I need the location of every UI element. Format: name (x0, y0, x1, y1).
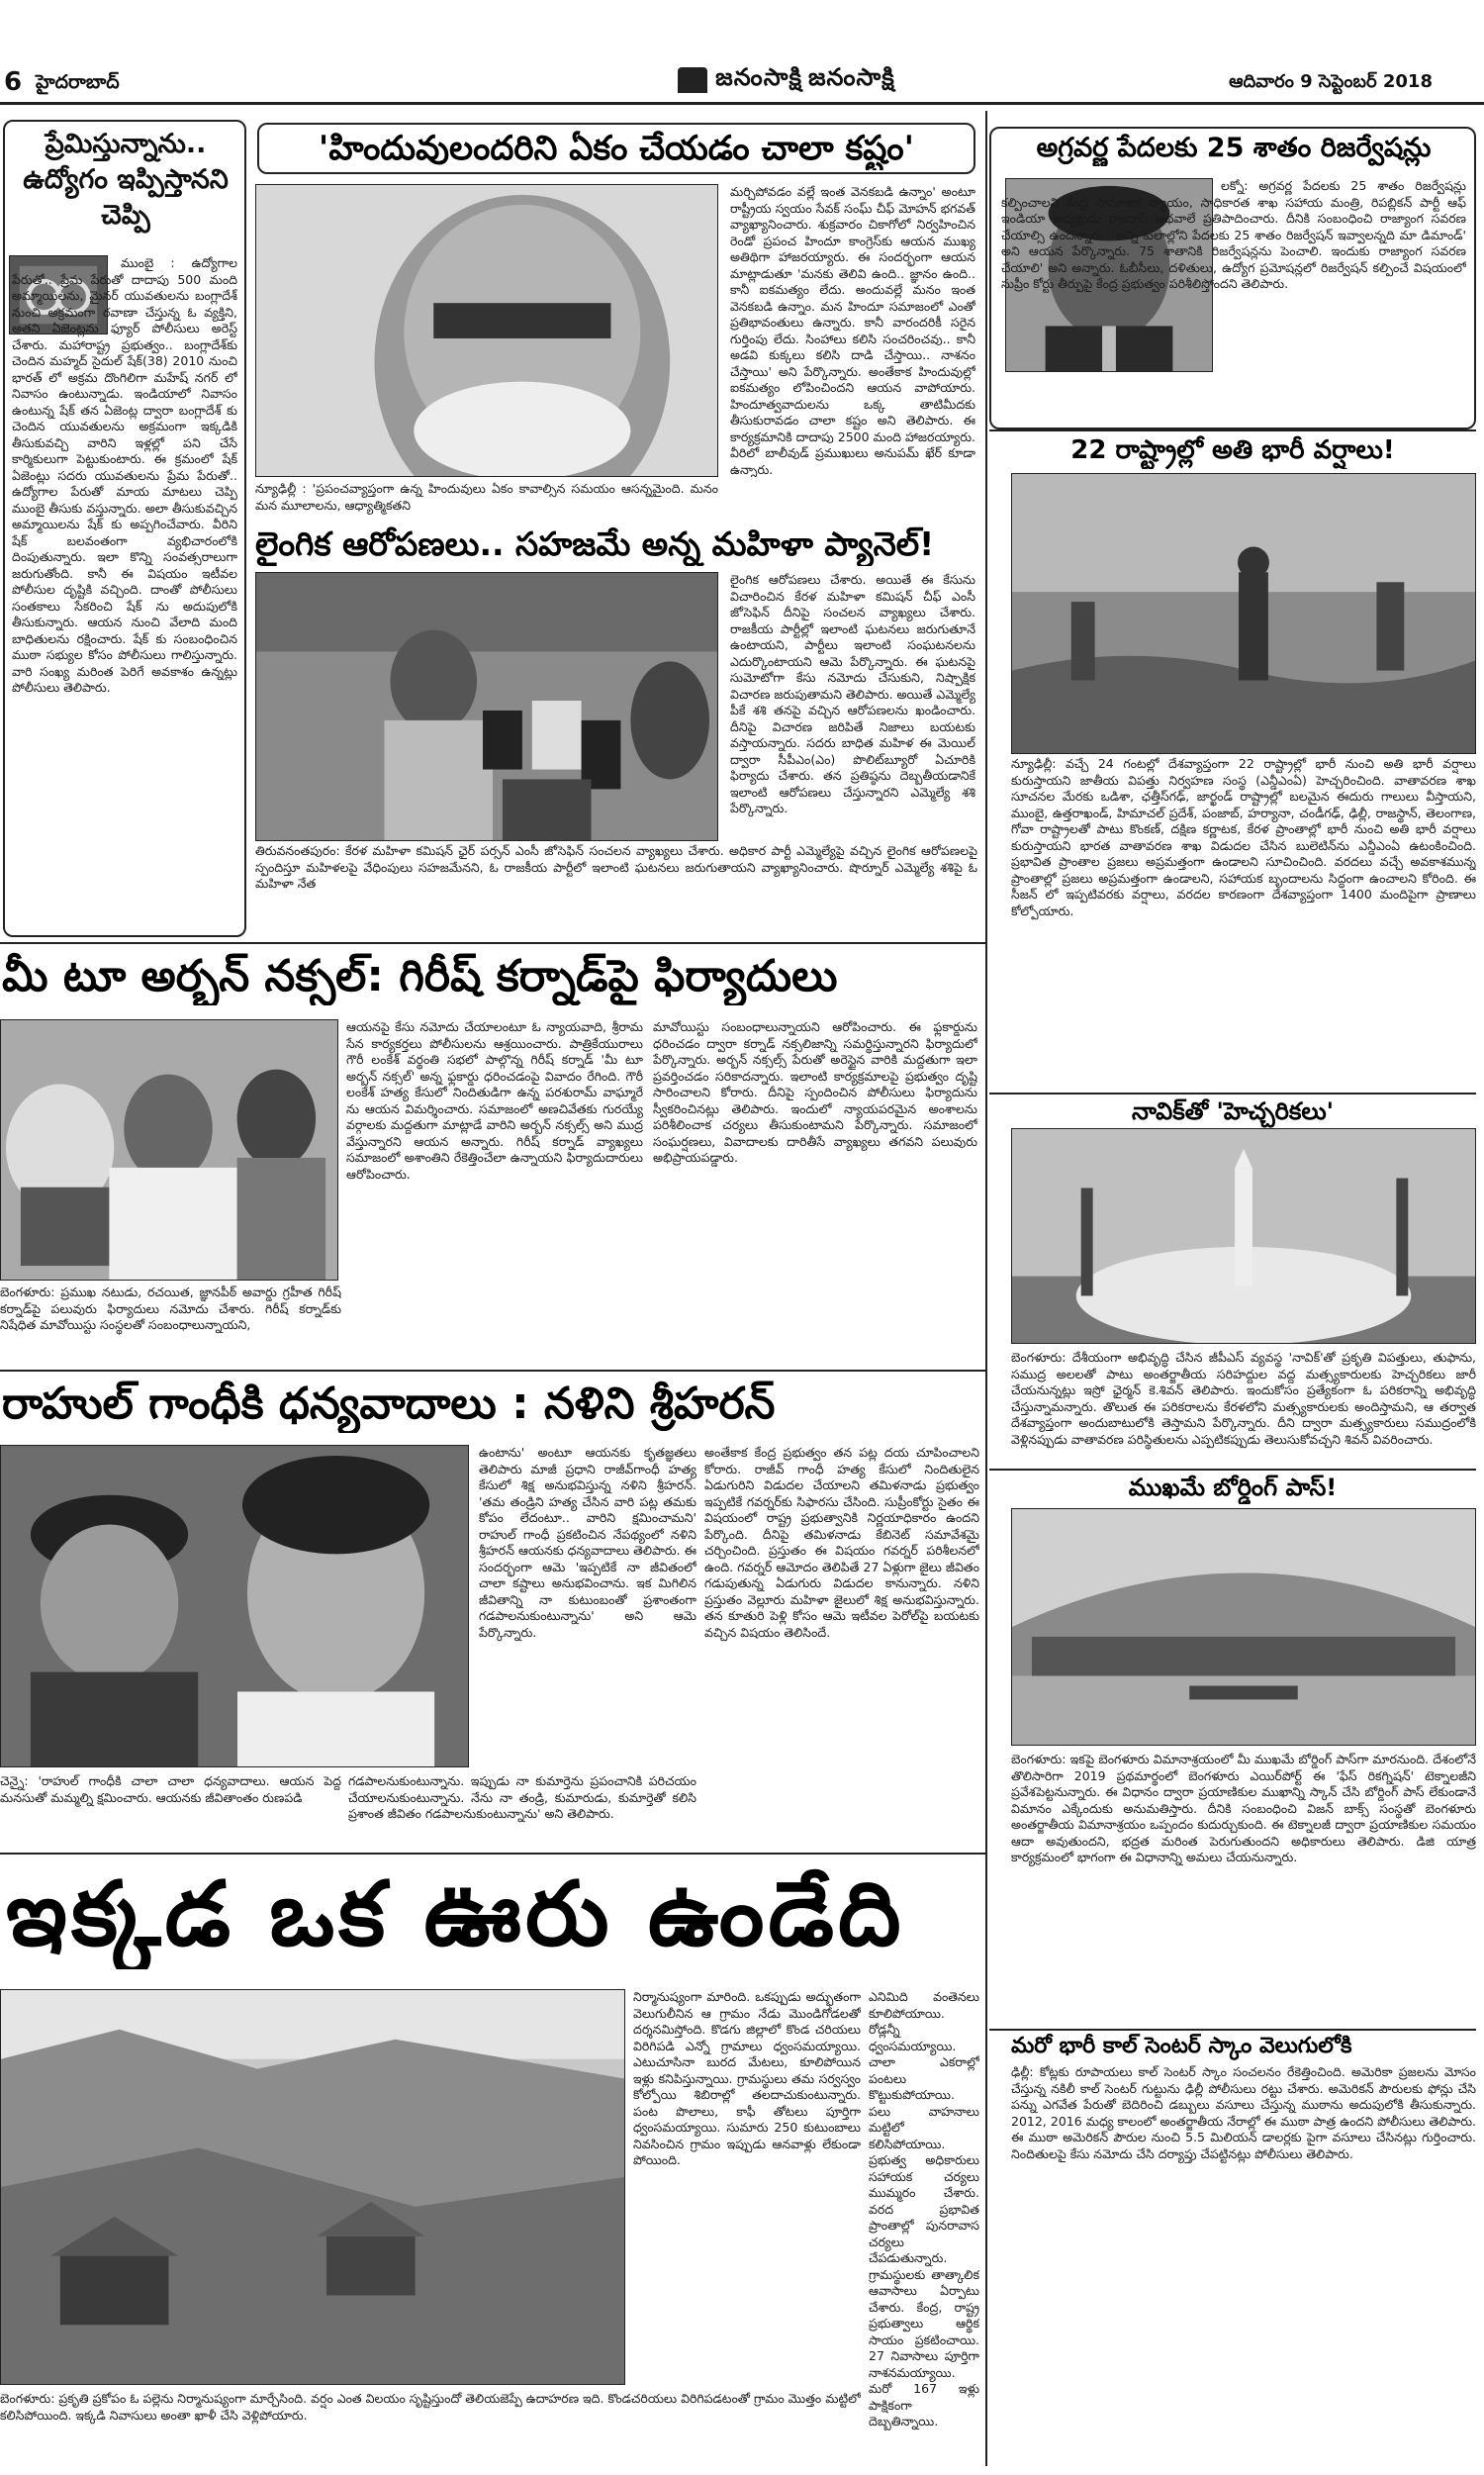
section-divider-callcenter (989, 2029, 1476, 2031)
hindu-story-body: మర్చిపోవడం వల్లే ఇంత వెనకబడి ఉన్నాం' అంటూ రాష్ట్రీయ స్వయం సేవక్ సంఘ్ చీఫ్ మోహన్ భగవత్ వ్యాఖ్యానించారు. శుక్రవారం చికాగోలో నిర్వహించిన రెండో ప్రపంచ హిందూ కాంగ్రెస్‌కు ఆయన ముఖ్య అతిథిగా హాజరయ్యారు. ఈ సందర్భంగా ఆయన మాట్లాడుతూ 'మనకు తెలివి ఉంది.. జ్ఞానం ఉంది.. కానీ ఐకమత్యం లేదు. అందువల్లే మనం ఇంత వెనకబడి ఉన్నాం. మన హిందూ సమాజంలో ఎంతో ప్రతిభావంతులు ఉన్నారు. కానీ వారందరికీ సరైన గుర్తింపు లేదు. సింహాలు కలిసి సంచరించవు.. కానీ అడవి కుక్కలు కలిసి దాడి చేస్తాయి.. నాశనం చేస్తాయి' అని పేర్కొన్నారు. అంతేకాక హిందువుల్లో ఐకమత్యం లోపించిందని ఆయన వాపోయారు. హిందూత్వవాదులను ఒక్క తాటిమీదకు తీసుకురావడం చాలా కష్టం అని తెలిపారు. ఈ కార్యక్రమానికి దాదాపు 2500 మంది హాజరయ్యారు. వీరిలో బాలీవుడ్ ప్రముఖులు అనుపమ్ ఖేర్ కూడా ఉన్నారు. (730, 184, 975, 477)
rain-story-headline: 22 రాష్ట్రాల్లో అతి భారీ వర్షాలు! (1070, 435, 1395, 465)
airport-terminal-photo (1011, 1508, 1476, 1746)
page-number: 6 (4, 67, 23, 97)
navic-story-body: బెంగళూరు: దేశీయంగా అభివృద్ధి చేసిన జీపీఎస్ వ్యవస్థ 'నావిక్'తో ప్రకృతి విపత్తులు, తుఫాను, సముద్ర అలలతో పాటు అంతర్జాతీయ సరిహద్దుల వద్ద మత్స్యకారులకు హెచ్చరికలు జారీ చేయనున్నట్లు ఇస్రో ఛైర్మన్ కె.శివన్ తెలిపారు. ఇందుకోసం ప్రత్యేకంగా ఓ పరికరాన్ని అభివృద్ధి చేస్తున్నామన్నారు. తొలుత ఈ పరికరాలను కేరళలోని మత్స్యకారులకు అందిస్తామని, ఆ తర్వాత దేశవ్యాప్తంగా అందుబాటులోకి తెస్తామని పేర్కొన్నారు. దీని ద్వారా మత్స్యకారులు సముద్రంలోకి వెళ్లినప్పుడు వాతావరణ పరిస్థితులను ఎప్పటికప్పుడు తెలుసుకోవచ్చని శివన్ వివరించారు. (1011, 1350, 1476, 1447)
village-story-headline: ఇక్కడ ఒక ఊరు ఉండేది (6, 1862, 905, 1966)
nalini-story-body-continued: అంతేకాక కేంద్ర ప్రభుత్వం తన పట్ల దయ చూపించాలని కోరారు. రాజీవ్ గాంధీ హత్య కేసులో నిందితులైన ఏడుగురిని విడుదల చేయాలని తమిళనాడు ప్రభుత్వం ఇప్పటికే గవర్నర్‌కు సిఫారసు చేసింది. సుప్రీంకోర్టు సైతం ఈ విషయంలో రాష్ట్ర ప్రభుత్వానికి నిర్ణయాధికారం ఉందని పేర్కొంది. దీనిపై తమిళనాడు కేబినెట్ సమావేశమై చర్చించింది. ప్రస్తుతం ఈ విషయం గవర్నర్ పరిశీలనలో ఉంది. గవర్నర్ ఆమోదం తెలిపితే 27 ఏళ్లుగా జైలు జీవితం గడుపుతున్న ఏడుగురు విడుదల కానున్నారు. నళిని ప్రస్తుతం వెల్లూరు మహిళా జైలులో శిక్ష అనుభవిస్తున్నారు. తన కూతురి పెళ్లి కోసం ఆమె ఇటీవల పెరోల్‌పై బయటకు వచ్చిన విషయం తెలిసిందే. (704, 1445, 979, 1640)
panel-story-lead: తిరువనంతపురం: కేరళ మహిళా కమిషన్ ఛైర్ పర్సన్ ఎంసీ జోసెఫిన్ సంచలన వ్యాఖ్యలు చేశారు. అధికార పార్టీ ఎమ్మెల్యేపై వచ్చిన లైంగిక ఆరోపణలపై స్పందిస్తూ మహిళలపై వేధింపులు సహజమేనని, ఓ రాజకీయ పార్టీలో ఇలాంటి ఘటనలు జరుగుతాయని వ్యాఖ్యానించారు. షొర్నూర్ ఎమ్మెల్యే శశిపై ఓ మహిళా నేత (255, 843, 977, 891)
page-city: హైదరాబాద్ (36, 71, 120, 93)
hindu-story-lead: న్యూఢిల్లీ : 'ప్రపంచవ్యాప్తంగా ఉన్న హిందువులు ఏకం కావాల్సిన సమయం ఆసన్నమైంది. మనం మన మూలాలను, ఆధ్యాత్మికతని (255, 481, 718, 513)
logo-text: జనంసాక్షి (715, 63, 802, 91)
section-divider-navic (989, 1093, 1476, 1095)
section-divider-rain (989, 429, 1476, 431)
metoo-photo-caption: బెంగళూరు: ప్రముఖ నటుడు, రచయిత, జ్ఞానపీఠ్ అవార్డు గ్రహీత గిరీష్ కర్నాడ్‌పై పలువురు ఫిర్యాదులు నమోదు చేశారు. గిరీష్ కర్నాడ్‌కు నిషేధిత మావోయిస్టు సంస్థలతో సంబంధాలున్నాయని, (0, 1285, 341, 1332)
reservation-story-headline: అగ్రవర్ణ పేదలకు 25 శాతం రిజర్వేషన్లు (1036, 133, 1432, 163)
josephine-press-photo (255, 572, 718, 841)
metoo-story-body: ఆయనపై కేసు నమోదు చేయాలంటూ ఓ న్యాయవాది, శ్రీరామ సేన కార్యకర్తలు పోలీసులను ఆశ్రయించారు. పాత్రికేయురాలు గౌరీ లంకేశ్ వర్థంతి సభలో పాల్గొన్న గిరీష్ కర్నాడ్ 'మీ టూ అర్బన్ నక్సల్' అన్న ఫ్లకార్డు ధరించడంపై వివాదం రేగింది. గౌరీ లంకేశ్ హత్య కేసులో నిందితుడిగా ఉన్న పరశురామ్ వాఘ్మారే ను ఆయన విమర్శించారు. సమాజంలో అణచివేతకు గురయ్యే వర్గాలకు మద్దతుగా మాట్లాడే వారిని అర్బన్ నక్సల్స్ అని ముద్ర వేస్తున్నారని ఆయన అన్నారు. గిరీష్ కర్నాడ్ వ్యాఖ్యలు సమాజంలో అశాంతిని రేకెత్తించేలా ఉన్నాయని ఫిర్యాదుదారులు ఆరోపించారు. (346, 1019, 643, 1182)
logo-text-repeat: జనంసాక్షి (808, 63, 895, 91)
issue-date: ఆదివారం 9 సెప్టెంబర్ 2018 (1229, 71, 1433, 92)
nalini-story-headline: రాహుల్ గాంధీకి ధన్యవాదాలు : నళిని శ్రీహరన్ (2, 1379, 776, 1429)
section-divider-boarding (989, 1469, 1476, 1471)
rocket-launch-photo (1011, 1128, 1476, 1344)
boarding-story-body: బెంగళూరు: ఇకపై బెంగళూరు విమానాశ్రయంలో మీ ముఖమే బోర్డింగ్ పాస్‌గా మారనుంది. దేశంలోనే తొలిసారిగా 2019 ప్రథమార్థంలో బెంగళూరు ఎయిర్‌పోర్ట్ ఈ 'ఫేస్ రికగ్నిషన్' టెక్నాలజీని ప్రవేశపెట్టనున్నారు. ఈ విధానం ద్వారా ప్రయాణికుల ముఖాన్ని స్కాన్ చేసి బోర్డింగ్ పాస్ లేకుండానే విమానం ఎక్కేందుకు అనుమతిస్తారు. దీనికి సంబంధించి విజన్ బాక్స్ సంస్థతో బెంగళూరు అంతర్జాతీయ విమానాశ్రయం ఒప్పందం కుదుర్చుకుంది. ఈ టెక్నాలజీ ద్వారా ప్రయాణికుల సమయం ఆదా అవుతుందని, భద్రత మరింత పెరుగుతుందని అధికారులు తెలిపారు. డిజి యాత్ర కార్యక్రమంలో భాగంగా ఈ విధానాన్ని అమలు చేయనున్నారు. (1011, 1752, 1476, 1864)
metoo-story-body-continued: మావోయిస్టు సంబంధాలున్నాయని ఆరోపించారు. ఈ ఫ్లకార్డును ధరించడం ద్వారా కర్నాడ్ నక్సలిజాన్ని సమర్థిస్తున్నారని ఫిర్యాదులో పేర్కొన్నారు. అర్బన్ నక్సల్స్ పేరుతో అరెస్టైన వారికి మద్దతుగా ఇలా ప్రవర్తించడం సరికాదన్నారు. ఇలాంటి కార్యక్రమాలపై ప్రభుత్వం దృష్టి సారించాలని కోరారు. దీనిపై స్పందించిన పోలీసులు ఫిర్యాదును స్వీకరించినట్లు తెలిపారు. ఇందులో న్యాయపరమైన అంశాలను పరిశీలించాక చర్యలు తీసుకుంటామని పేర్కొన్నారు. సమాజంలో సంఘర్షణలు, వివాదాలకు దారితీసే వ్యాఖ్యలు తగవని పలువురు అభిప్రాయపడ్డారు. (653, 1019, 977, 1165)
nalini-photo-caption: చెన్నై: 'రాహుల్ గాంధీకి చాలా చాలా ధన్యవాదాలు. ఆయన పెద్ద మనసుతో మమ్మల్ని క్షమించారు. ఆయనకు జీవితాంతం రుణపడి (0, 1773, 341, 1805)
village-story-body: నిర్మానుష్యంగా మారింది. ఒకప్పుడు అద్భుతంగా వెలుగులీనిన ఆ గ్రామం నేడు మొండిగోడలతో దర్శనమిస్తోంది. కొడగు జిల్లాలో కొండ చరియలు విరిగిపడి ఎన్నో గ్రామాలు ధ్వంసమయ్యాయి. ఎటుచూసినా బురద మేటలు, కూలిపోయిన ఇళ్లు కనిపిస్తున్నాయి. గ్రామస్థులు తమ సర్వస్వం కోల్పోయి శిబిరాల్లో తలదాచుకుంటున్నారు. పంట పొలాలు, కాఫీ తోటలు పూర్తిగా ధ్వంసమయ్యాయి. సుమారు 250 కుటుంబాలు నివసించిన గ్రామం ఇప్పుడు ఆనవాళ్లు లేకుండా పోయింది. (633, 1989, 861, 2167)
mohan-bhagwat-photo (255, 184, 718, 477)
love-story-headline: ప్రేమిస్తున్నాను.. ఉద్యోగం ఇప్పిస్తానని చెప్పి (23, 129, 229, 231)
section-divider-village (0, 1853, 985, 1855)
reservation-story-body: లక్నో: అగ్రవర్ణ పేదలకు 25 శాతం రిజర్వేషన్లు కల్పించాలని కేంద్ర సామాజిక న్యాయం, సాధికారత శాఖ సహాయ మంత్రి, రిపబ్లికన్ పార్టీ ఆఫ్ ఇండియా అధ్యక్షుడు రాందాస్ అథవాలే ప్రతిపాదించారు. దీనికి సంబంధించి రాజ్యాంగ సవరణ చేయాల్సి ఉందన్నారు. 'అన్ని కులాల్లోని పేదలకు 25 శాతం రిజర్వేషన్ ఇవ్వాలన్నది మా డిమాండ్' అని ఆయన పేర్కొన్నారు. 75 శాతానికి రిజర్వేషన్లను పెంచాలి. ఇందుకు రాజ్యాంగ సవరణ చేయాలి' అని అన్నారు. ఓబీసీలు, దళితులు, ఉద్యోగ ప్రమోషన్లలో రిజర్వేషన్ కల్పించే విషయంలో సుప్రీం కోర్టు తీర్పుపై కేంద్ర ప్రభుత్వం పరిశీలిస్తోందని తెలిపారు. (1001, 178, 1466, 291)
panel-story-body: లైంగిక ఆరోపణలు చేశారు. అయితే ఈ కేసును విచారించిన కేరళ మహిళా కమిషన్ చీఫ్ ఎంసీ జోసెఫిన్ దీనిపై సంచలన వ్యాఖ్యలు చేశారు. రాజకీయ పార్టీల్లో ఇలాంటి ఘటనలు జరుగుతూనే ఉంటాయని, పార్టీలు ఇలాంటి సంఘటనలను ఎదుర్కొంటాయని ఆమె పేర్కొన్నారు. ఈ ఘటనపై సుమోటోగా కేసు నమోదు చేసుకుని, నిష్పాక్షిక విచారణ జరుపుతామని తెలిపారు. అయితే ఎమ్మెల్యే పీకే శశి తనపై వచ్చిన ఆరోపణలను ఖండించారు. దీనిపై విచారణ జరిపితే నిజాలు బయటకు వస్తాయన్నారు. సదరు బాధిత మహిళ ఈ మెయిల్ ద్వారా సీపీఎం(ఎం) పొలిట్‌బ్యూరో ఏచూరికి ఫిర్యాదు చేశారు. తన ప్రతిష్ఠను దెబ్బతీయడానికే ఇలాంటి ఆరోపణలు చేస్తున్నారని ఎమ్మెల్యే శశి పేర్కొన్నారు. (730, 572, 975, 815)
panel-story-headline: లైంగిక ఆరోపణలు.. సహజమే అన్న మహిళా ప్యానెల్! (255, 524, 935, 563)
girish-karnad-photo (0, 1019, 338, 1281)
masthead-rule (0, 102, 1484, 105)
callcenter-story-headline: మరో భారీ కాల్ సెంటర్ స్కాం వెలుగులోకి (1011, 2034, 1352, 2058)
metoo-story-headline: మీ టూ అర్బన్ నక్సల్: గిరీష్ కర్నాడ్‌పై ఫిర్యాదులు (2, 951, 838, 1001)
section-divider-nalini (0, 1370, 985, 1372)
rain-story-body: న్యూఢిల్లీ: వచ్చే 24 గంటల్లో దేశవ్యాప్తంగా 22 రాష్ట్రాల్లో భారీ నుంచి అతి భారీ వర్షాలు కురుస్తాయని జాతీయ విపత్తు నిర్వహణ సంస్థ (ఎన్డీఎంఏ) హెచ్చరించింది. వాతావరణ శాఖ సూచనల మేరకు ఒడిశా, ఛత్తీస్‌గఢ్, జార్ఖండ్ రాష్ట్రాల్లో బలమైన ఈదురు గాలులు వీస్తాయని, ముంబై, ఉత్తరాఖండ్, హిమాచల్ ప్రదేశ్, పంజాబ్, హర్యానా, చండీగఢ్, ఢిల్లీ, రాజస్థాన్, తెలంగాణ, గోవా రాష్ట్రాలతో పాటు కొంకణ్, దక్షిణ కర్ణాటక, కేరళ ప్రాంతాల్లో భారీ నుంచి అతి భారీ వర్షాలు కురుస్తాయని భారత వాతావరణ శాఖ విడుదల చేసిన బులెటిన్‌ను ఎన్డీఎంఏ ఉటంకించింది. ప్రభావిత ప్రాంతాల ప్రజలు అప్రమత్తంగా ఉండాలని సూచించింది. వరదలు వచ్చే అవకాశమున్న ప్రాంతాల్లో ప్రజలు అప్రమత్తంగా ఉండాలని, సహాయక బృందాలను సిద్ధంగా ఉంచాలని కోరింది. ఈ సీజన్ లో ఇప్పటివరకు వర్షాలు, వరదల కారణంగా దేశవ్యాప్తంగా 1400 మందిపైగా ప్రాణాలు కోల్పోయారు. (1011, 756, 1476, 918)
section-divider-metoo (0, 942, 985, 944)
masthead (0, 0, 1484, 109)
heavy-rain-photo (1011, 473, 1476, 754)
love-story-body: ముంబై : ఉద్యోగాల పేరుతో.. ప్రేమ పేరుతో దాదాపు 500 మంది అమ్మాయిలను, మైనర్ యువతులను బంగ్లాదేశ్ నుంచి అక్రమంగా రవాణా చేస్తున్న ఓ వ్యక్తిని, అతని ఏజెంట్లను ఫ్యూర్ పోలీసులు అరెస్ట్ చేశారు. మహారాష్ట్ర ప్రభుత్వం.. బంగ్లాదేశ్‌కు చెందిన మహ్మద్ సైదుల్ షేక్(38) 2010 నుంచి భారత్ లో అక్రమ దొంగిలిగా మహేష్ నగర్ లో నివాసం ఉంటున్నాడు. ఇండియాలో నివాసం ఉంటున్న షేక్ తన ఏజెంట్ల ద్వారా బంగ్లాదేశ్ కు చెందిన యువతులను అక్రమంగా ఇక్కడికి తీసుకువచ్చి వారిని ఇళ్లల్లో పని చేసే కార్మికులుగా పెట్టుకుంటారు. ఈ క్రమంలో షేక్ ఏజెంట్లు సదరు యువతులను ప్రేమ పేరుతో.. ఉద్యోగాల పేరుతో మాయ మాటలు చెప్పి ముంబై తీసుకు వస్తున్నారు. అలా తీసుకువచ్చిన అమ్మాయిలను షేక్ కు అప్పగించేవారు. వీరిని షేక్ బలవంతంగా వ్యభిచారంలోకి దింపుతున్నారు. ఇలా కొన్ని సంవత్సరాలుగా జరుగుతోంది. కానీ ఈ విషయం ఇటీవల పోలీసుల దృష్టికి వచ్చింది. దాంతో పోలీసులు సంతకాలు సేకరించి షేక్ ను అదుపులోకి తీసుకున్నారు. ఆయన నుంచి వేలాది మంది బాధితులను రక్షించారు. షేక్ కు సంబంధించిన ముఠా సభ్యుల కోసం పోలీసులు గాలిస్తున్నారు. వారి సంఖ్య మరింత పెరిగే అవకాశం ఉన్నట్లు పోలీసులు తెలిపారు. (12, 255, 237, 695)
navic-story-headline: నావిక్‌తో 'హెచ్చరికలు' (1131, 1097, 1335, 1125)
nalini-sriharan-photo (0, 1445, 469, 1767)
nalini-story-body: ఉంటాను' అంటూ ఆయనకు కృతజ్ఞతలు తెలిపారు మాజీ ప్రధాని రాజీవ్‌గాంధీ హత్య కేసులో శిక్ష అనుభవిస్తున్న నళిని శ్రీహరన్. 'తమ తండ్రిని హత్య చేసిన వారి పట్ల తమకు కోపం లేదంటూ.. వారిని క్షమించామని' రాహుల్ గాంధీ ప్రకటించిన నేపథ్యంలో నళిని శ్రీహరన్ ఆయనకు ధన్యవాదాలు తెలిపారు. ఈ సందర్భంగా ఆమె 'ఇప్పటికే నా జీవితంలో చాలా కష్టాలు అనుభవించాను. ఇక మిగిలిన జీవితాన్ని నా కుటుంబంతో ప్రశాంతంగా గడపాలనుకుంటున్నాను' అని ఆమె పేర్కొన్నారు. (479, 1445, 696, 1640)
village-photo-caption: బెంగళూరు: ప్రకృతి ప్రకోపం ఓ పల్లెను నిర్మానుష్యంగా మార్చేసింది. వర్షం ఎంత విలయం సృష్టిస్తుందో తెలియజెప్పే ఉదాహరణ ఇది. కొండచరియలు విరిగిపడటంతో గ్రామం మొత్తం మట్టిలో కలిసిపోయింది. ఇక్కడి నివాసులు అంతా ఖాళీ చేసి వెళ్లిపోయారు. (0, 2391, 861, 2423)
column-divider-right (985, 111, 987, 2466)
paper-logo (613, 61, 960, 99)
logo-emblem-icon (678, 67, 707, 93)
boarding-story-headline: ముఖమే బోర్డింగ్ పాస్! (1128, 1474, 1338, 1501)
hindu-story-headline: 'హిందువులందరిని ఏకం చేయడం చాలా కష్టం' (318, 129, 915, 168)
nalini-story-closing: గడపాలనుకుంటున్నాను. ఇప్పుడు నా కుమార్తెను ప్రపంచానికి పరిచయం చేయాలనుకుంటున్నాను. నేను నా తండ్రి, కుమారుడు, కుమార్తెతో కలిసి ప్రశాంత జీవితం గడపాలనుకుంటున్నాను' అని తెలిపారు. (348, 1773, 696, 1821)
landslide-village-photo (0, 1989, 625, 2385)
village-story-body-continued: ఎనిమిది వంతెనలు కూలిపోయాయి. రోడ్లన్నీ ధ్వంసమయ్యాయి. చాలా ఎకరాల్లో పంటలు కొట్టుకుపోయాయి. పలు వాహనాలు మట్టిలో కలిసిపోయాయి. ప్రభుత్వ అధికారులు సహాయక చర్యలు ముమ్మరం చేశారు. వరద ప్రభావిత ప్రాంతాల్లో పునరావాస చర్యలు చేపడుతున్నారు. గ్రామస్థులకు తాత్కాలిక ఆవాసాలు ఏర్పాటు చేశారు. కేంద్ర, రాష్ట్ర ప్రభుత్వాలు ఆర్థిక సాయం ప్రకటించాయి. 27 నివాసాలు పూర్తిగా నాశనమయ్యాయి. మరో 167 ఇళ్లు పాక్షికంగా దెబ్బతిన్నాయి. (869, 1989, 979, 2428)
callcenter-story-body: ఢిల్లీ: కోట్లకు రూపాయలు కాల్ సెంటర్ స్కాం సంచలనం రేకెత్తించింది. అమెరికా ప్రజలను మోసం చేస్తున్న నకిలీ కాల్ సెంటర్ గుట్టును ఢిల్లీ పోలీసులు రట్టు చేశారు. అమెరికన్ పౌరులకు ఫోన్లు చేసి పన్ను ఎగవేత పేరుతో బెదిరించి డబ్బులు వసూలు చేస్తున్న ముఠాను అదుపులోకి తీసుకున్నారు. 2012, 2016 మధ్య కాలంలో అంతర్జాతీయ నేరాల్లో ఈ ముఠా పాత్ర ఉందని పోలీసులు తెలిపారు. ఈ ముఠా అమెరికన్ పౌరుల నుంచి 5.5 మిలియన్ డాలర్లకు పైగా వసూలు చేసినట్లు గుర్తించారు. నిందితులపై కేసు నమోదు చేసి దర్యాప్తు చేపట్టినట్లు పోలీసులు తెలిపారు. (1011, 2064, 1476, 2161)
